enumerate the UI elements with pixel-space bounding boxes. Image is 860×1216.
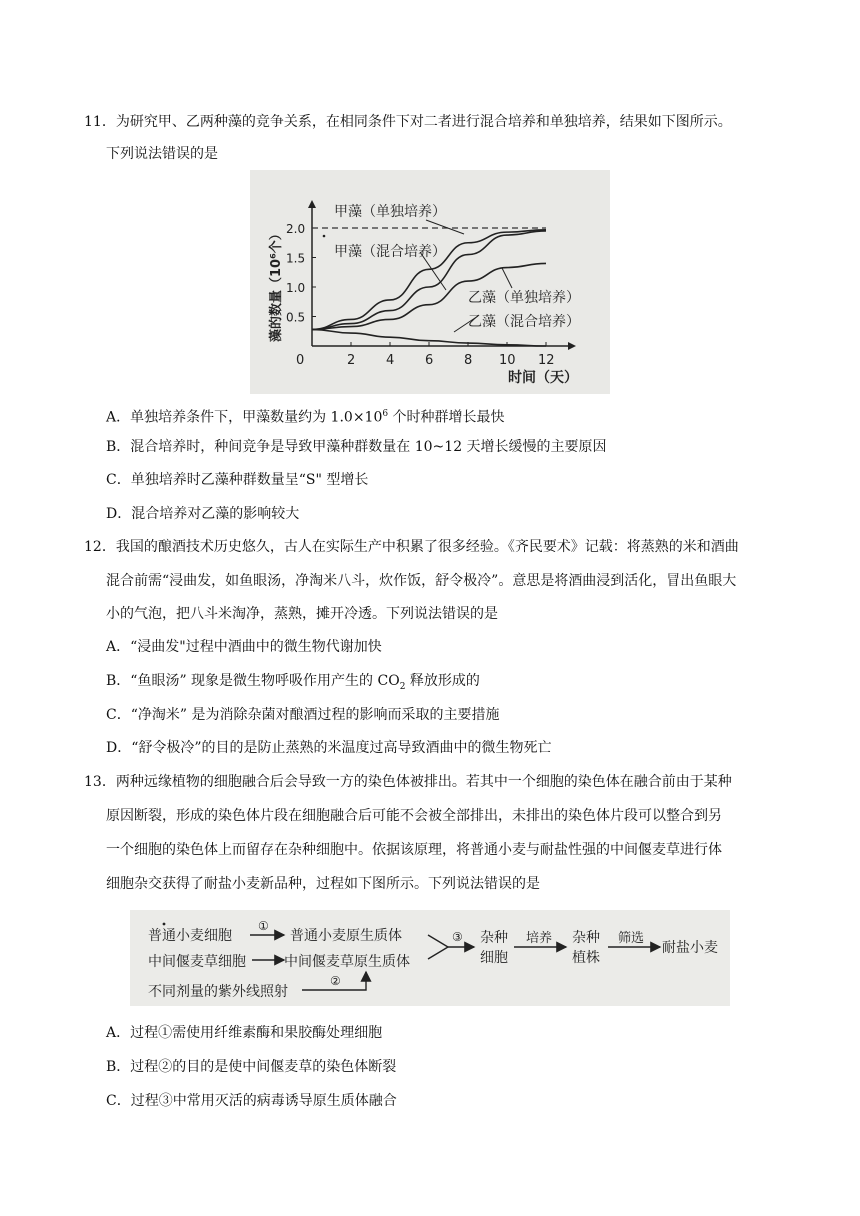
y-tick-label: 0.5 (286, 310, 306, 325)
leader-line-1 (426, 220, 464, 234)
series-label-1: 甲藻（单独培养） (334, 204, 446, 220)
x-axis-label: 时间（天） (508, 370, 578, 386)
q13-option-b: B．过程②的目的是使中间偃麦草的染色体断裂 (106, 1059, 397, 1075)
q12-stem-line2: 混合前需“浸曲发，如鱼眼汤，净淘米八斗，炊作饭，舒令极冷”。意思是将酒曲浸到活化，冒出鱼眼大 (106, 573, 737, 589)
result-label: 耐盐小麦 (662, 940, 718, 956)
uv-label: 不同剂量的紫外线照射 (148, 984, 288, 1000)
screen-label: 筛选 (618, 931, 645, 946)
x-tick-label: 6 (425, 353, 434, 368)
q13-stem-line3: 一个细胞的染色体上而留存在杂种细胞中。依据该原理，将普通小麦与耐盐性强的中间偃麦草进行体 (106, 842, 722, 858)
chart-svg (250, 170, 610, 394)
wheat-protoplast-label: 普通小麦原生质体 (290, 928, 402, 944)
q11-option-d: D．混合培养对乙藻的影响较大 (106, 506, 300, 522)
merge-bracket (428, 935, 448, 959)
dot-mark (163, 923, 166, 926)
q13-stem-line2: 原因断裂，形成的染色体片段在细胞融合后可能不会被全部排出，未排出的染色体片段可以整合到另 (106, 808, 722, 824)
q12-option-a: A．“浸曲发"过程中酒曲中的微生物代谢加快 (106, 639, 382, 655)
hybrid-cell-label-1: 杂种 (480, 930, 508, 946)
y-tick-label: 1.0 (286, 281, 306, 295)
hybrid-plant-label-2: 植株 (572, 950, 600, 966)
hybridization-flowchart (130, 910, 730, 1006)
q12-option-d: D．“舒令极冷”的目的是防止蒸熟的米温度过高导致酒曲中的微生物死亡 (106, 740, 552, 756)
step3-label: ③ (452, 930, 463, 944)
flowchart-svg (130, 910, 730, 1006)
q11-stem-line2: 下列说法错误的是 (106, 146, 218, 162)
q11-option-c: C．单独培养时乙藻种群数量呈“S" 型增长 (106, 472, 369, 488)
series-label-4: 乙藻（混合培养） (468, 314, 580, 330)
y-axis-label: 藻的数量（10⁶个） (269, 227, 284, 342)
x-axis-arrow (568, 342, 576, 350)
x-tick-label: 12 (538, 353, 555, 368)
wheat-cell-label: 普通小麦细胞 (148, 928, 232, 944)
hybrid-cell-label-2: 细胞 (480, 950, 508, 966)
y-tick-label: 1.5 (286, 251, 306, 266)
y-tick-label: 2.0 (286, 222, 306, 236)
grass-protoplast-label: 中间偃麦草原生质体 (284, 954, 410, 970)
leader-line-3 (502, 268, 512, 288)
q13-option-c: C．过程③中常用灭活的病毒诱导原生质体融合 (106, 1093, 397, 1109)
dot-mark (323, 235, 326, 238)
q12-stem-line3: 小的气泡，把八斗米淘净，蒸熟，摊开冷透。下列说法错误的是 (106, 606, 498, 622)
series-label-2: 甲藻（混合培养） (334, 244, 446, 260)
x-tick-label: 10 (499, 353, 516, 368)
series-label-3: 乙藻（单独培养） (468, 290, 580, 306)
q13-stem-line4: 细胞杂交获得了耐盐小麦新品种，过程如下图所示。下列说法错误的是 (106, 876, 540, 892)
q13-option-a: A．过程①需使用纤维素酶和果胶酶处理细胞 (106, 1025, 383, 1041)
x-tick-label: 4 (386, 353, 395, 368)
q12-stem-line1: 12．我国的酿酒技术历史悠久，古人在实际生产中积累了很多经验。《齐民要术》记载：将蒸熟的米和酒曲 (84, 539, 739, 555)
q12-option-b: B．“鱼眼汤” 现象是微生物呼吸作用产生的 $CO_2$ 释放形成的 (106, 673, 480, 692)
algae-growth-chart (250, 170, 610, 394)
x-tick-label: 2 (347, 353, 356, 368)
q13-stem-line1: 13．两种远缘植物的细胞融合后会导致一方的染色体被排出。若其中一个细胞的染色体在融合前由于某种 (84, 774, 732, 790)
q12-option-c: C．“净淘米” 是为消除杂菌对酿酒过程的影响而采取的主要措施 (106, 707, 500, 723)
q11-option-a: A．单独培养条件下，甲藻数量约为 $1.0\times 10^6$ 个时种群增长最快 (106, 409, 505, 426)
q11-stem-line1: 11．为研究甲、乙两种藻的竞争关系，在相同条件下对二者进行混合培养和单独培养，结果如下图所示。 (84, 114, 732, 130)
x-tick-label: 0 (296, 353, 305, 368)
step1-label: ① (258, 919, 269, 933)
hybrid-plant-label-1: 杂种 (572, 930, 600, 946)
x-tick-label: 8 (464, 353, 473, 368)
grass-cell-label: 中间偃麦草细胞 (148, 954, 246, 970)
step2-label: ② (330, 974, 341, 988)
culture-label: 培养 (526, 931, 553, 946)
q11-option-b: B．混合培养时，种间竞争是导致甲藻种群数量在 10~12 天增长缓慢的主要原因 (106, 439, 607, 455)
y-axis-arrow (308, 200, 316, 208)
